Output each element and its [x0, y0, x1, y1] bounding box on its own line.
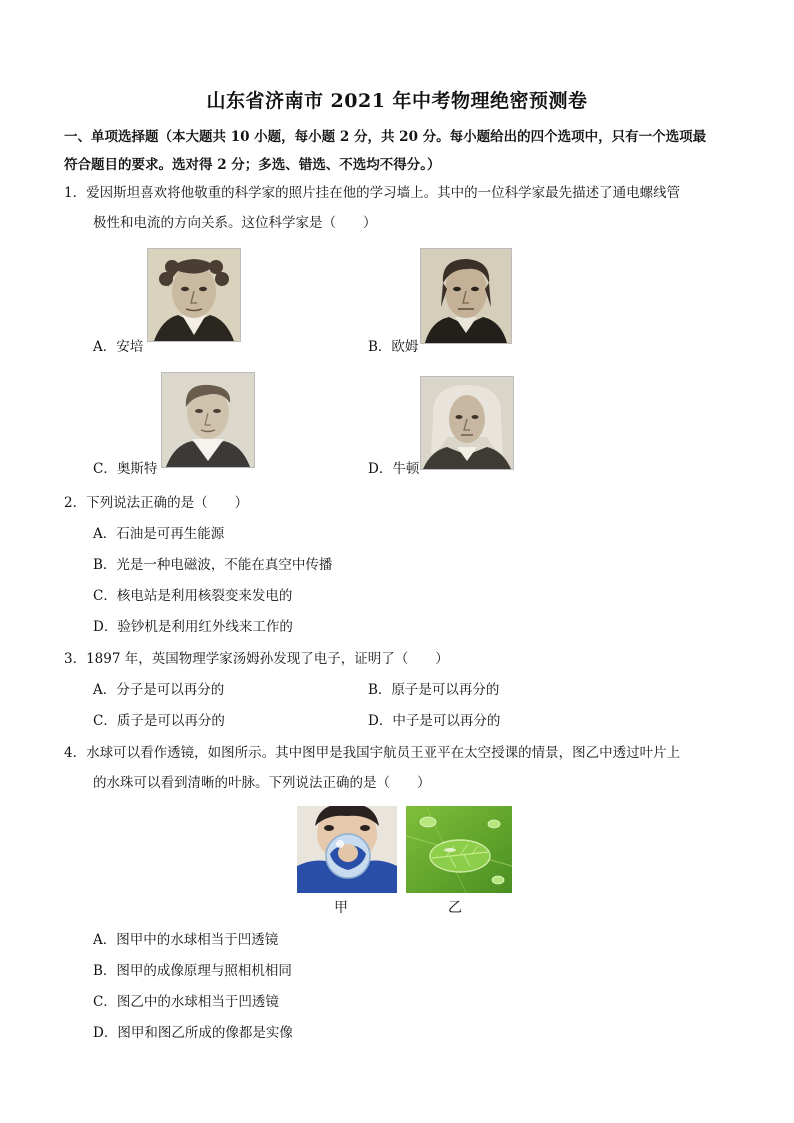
q2-stem: 2．下列说法正确的是（ ）	[64, 495, 249, 511]
section-heading	[64, 123, 734, 179]
q3-stem: 3．1897 年，英国物理学家汤姆孙发现了电子，证明了（ ）	[64, 651, 449, 667]
q1-stem-line-1: 1．爱因斯坦喜欢将他敬重的科学家的照片挂在他的学习墙上。其中的一位科学家最先描述了通电螺线管	[64, 185, 681, 201]
photo-water-ball-jia	[297, 806, 397, 893]
q4-option-d[interactable]: D．图甲和图乙所成的像都是实像	[93, 1025, 293, 1041]
q2-option-a[interactable]: A．石油是可再生能源	[93, 526, 225, 542]
q2-option-b[interactable]: B．光是一种电磁波，不能在真空中传播	[93, 557, 333, 573]
q2-option-d[interactable]: D．验钞机是利用红外线来工作的	[93, 619, 293, 635]
q4-option-c[interactable]: C．图乙中的水球相当于凹透镜	[93, 994, 279, 1010]
portrait-oersted	[161, 372, 255, 468]
q3-option-d[interactable]: D．中子是可以再分的	[368, 713, 501, 729]
portrait-ampere	[147, 248, 241, 342]
q1-option-a[interactable]: A．安培	[93, 339, 144, 355]
q3-option-a[interactable]: A．分子是可以再分的	[93, 682, 225, 698]
q1-option-b[interactable]: B．欧姆	[368, 339, 419, 355]
portrait-newton	[420, 376, 514, 470]
section-heading-line-1: 一、单项选择题（本大题共 10 小题，每小题 2 分，共 20 分。每小题给出的四个选项中，只有一个选项最	[64, 129, 707, 145]
q1-stem-line-2: 极性和电流的方向关系。这位科学家是（ ）	[93, 215, 377, 231]
portrait-ohm	[420, 248, 512, 344]
q4-option-b[interactable]: B．图甲的成像原理与照相机相同	[93, 963, 292, 979]
q1-option-d[interactable]: D．牛顿	[368, 461, 420, 477]
q4-stem-line-1: 4．水球可以看作透镜，如图所示。其中图甲是我国宇航员王亚平在太空授课的情景，图乙中透过叶片上	[64, 745, 681, 761]
caption-yi: 乙	[448, 900, 462, 916]
photo-leaf-droplet-yi	[406, 806, 512, 893]
q3-option-b[interactable]: B．原子是可以再分的	[368, 682, 500, 698]
q3-option-c[interactable]: C．质子是可以再分的	[93, 713, 225, 729]
caption-jia: 甲	[334, 900, 348, 916]
q1-option-c[interactable]: C．奥斯特	[93, 461, 158, 477]
page-title: 山东省济南市 2021 年中考物理绝密预测卷	[206, 90, 588, 112]
q4-stem-line-2: 的水珠可以看到清晰的叶脉。下列说法正确的是（ ）	[93, 775, 431, 791]
q4-option-a[interactable]: A．图甲中的水球相当于凹透镜	[93, 932, 279, 948]
section-heading-line-2: 符合题目的要求。选对得 2 分；多选、错选、不选均不得分。）	[64, 157, 441, 173]
q2-option-c[interactable]: C．核电站是利用核裂变来发电的	[93, 588, 293, 604]
